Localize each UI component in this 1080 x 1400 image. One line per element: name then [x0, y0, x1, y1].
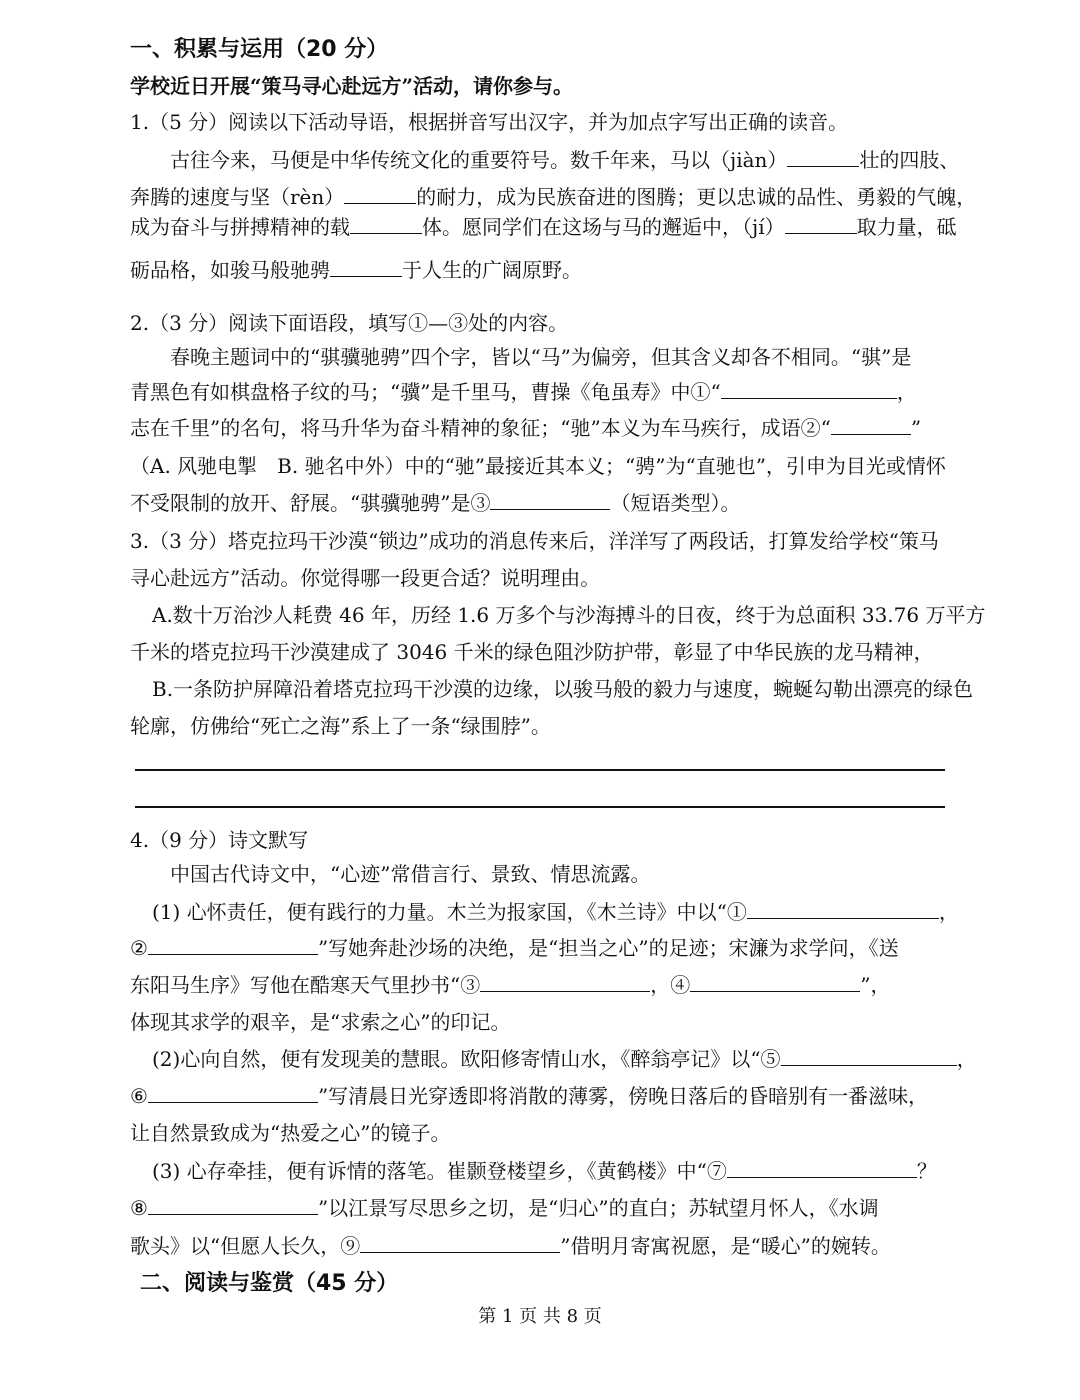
q4-part1-line-1 [152, 898, 959, 926]
q1-text: 体。愿同学们在这场与马的邂逅中，（jí） [422, 215, 785, 239]
section-1-intro: 学校近日开展“策马寻心赴远方”活动，请你参与。 [130, 74, 574, 98]
answer-blank[interactable] [690, 971, 860, 992]
section-1-title: 一、积累与运用（20 分） [130, 37, 389, 62]
q4-text: ”， [860, 973, 891, 997]
q2-text: 不受限制的放开、舒展。“骐骥驰骋”是③ [130, 491, 491, 515]
answer-blank[interactable] [747, 898, 939, 919]
page-number: 第 1 页 共 8 页 [478, 1306, 602, 1327]
q3-option-b-line-2: 轮廓，仿佛给“死亡之海”系上了一条“绿围脖”。 [130, 714, 551, 738]
q1-text: 壮的四肢、 [859, 148, 960, 172]
q2-line-4: （A. 风驰电掣 B. 驰名中外）中的“驰”最接近其本义；“骋”为“直驰也”，引申为目光或情怀 [130, 454, 946, 478]
answer-blank[interactable] [350, 213, 422, 234]
q2-text: 青黑色有如棋盘格子纹的马；“骥”是千里马，曹操《龟虽寿》中①“ [130, 380, 721, 404]
q4-text: ”以江景写尽思乡之切，是“归心”的直白；苏轼望月怀人，《水调 [317, 1196, 879, 1220]
q4-part1-line-3 [130, 971, 950, 999]
q4-text: ， [956, 1047, 977, 1071]
answer-blank[interactable] [344, 183, 416, 204]
q3-title-line-1: 3.（3 分）塔克拉玛干沙漠“锁边”成功的消息传来后，洋洋写了两段话，打算发给学校“策马 [130, 529, 939, 553]
q1-title: 1.（5 分）阅读以下活动导语，根据拼音写出汉字，并为加点字写出正确的读音。 [130, 110, 849, 134]
q4-text: (2)心向自然，便有发现美的慧眼。欧阳修寄情山水，《醉翁亭记》以“⑤ [152, 1047, 781, 1071]
answer-blank[interactable] [360, 1232, 560, 1253]
q3-answer-line[interactable] [135, 806, 945, 808]
q4-text: ”写她奔赴沙场的决绝，是“担当之心”的足迹；宋濂为求学问，《送 [317, 936, 899, 960]
answer-blank[interactable] [148, 1194, 318, 1215]
q2-text: ” [910, 416, 922, 440]
q1-text: 奔腾的速度与坚（rèn） [130, 185, 345, 209]
q3-option-a-line-2: 千米的塔克拉玛干沙漠建成了 3046 千米的绿色阻沙防护带，彰显了中华民族的龙马精神， [130, 640, 934, 664]
answer-blank[interactable] [727, 1157, 917, 1178]
q4-title: 4.（9 分）诗文默写 [130, 828, 309, 852]
q4-part1-line-2 [130, 934, 950, 962]
q1-text: 砺品格，如骏马般驰骋 [130, 258, 330, 282]
answer-blank[interactable] [330, 256, 402, 277]
q2-line-3 [130, 414, 950, 442]
q4-text: ？ [916, 1159, 937, 1183]
answer-blank[interactable] [148, 1082, 318, 1103]
answer-blank[interactable] [781, 1045, 957, 1066]
q3-title-line-2: 寻心赴远方”活动。你觉得哪一段更合适？说明理由。 [130, 566, 601, 590]
q4-part1-line-4: 体现其求学的艰辛，是“求索之心”的印记。 [130, 1010, 511, 1034]
q4-text: 东阳马生序》写他在酷寒天气里抄书“③ [130, 973, 481, 997]
q4-text: (3) 心存牵挂，便有诉情的落笔。崔颢登楼望乡，《黄鹤楼》中“⑦ [152, 1159, 727, 1183]
q4-part2-line-2 [130, 1082, 950, 1110]
answer-blank[interactable] [831, 414, 911, 435]
q4-text: ， [938, 900, 959, 924]
q1-line-1 [170, 146, 960, 174]
q1-text: 于人生的广阔原野。 [402, 258, 582, 282]
q1-text: 成为奋斗与拼搏精神的载 [130, 215, 350, 239]
q4-part3-line-2 [130, 1194, 950, 1222]
q2-text: 志在千里”的名句，将马升华为奋斗精神的象征；“驰”本义为车马疾行，成语②“ [130, 416, 831, 440]
q4-text: ② [130, 936, 148, 960]
q1-line-4 [130, 256, 950, 284]
q2-text: （短语类型）。 [610, 491, 741, 515]
q4-text: ”写清晨日光穿透即将消散的薄雾，傍晚日落后的昏暗别有一番滋味， [317, 1084, 929, 1108]
q1-line-3 [130, 213, 957, 241]
q1-text: 的耐力，成为民族奋进的图腾；更以忠诚的品性、勇毅的气魄， [416, 185, 977, 209]
q1-line-2 [130, 183, 977, 211]
q3-answer-line[interactable] [135, 769, 945, 771]
q4-text: ”借明月寄寓祝愿，是“暖心”的婉转。 [560, 1234, 891, 1258]
answer-blank[interactable] [787, 146, 859, 167]
q1-text: 取力量，砥 [856, 215, 957, 239]
q4-part2-line-1 [152, 1045, 977, 1073]
q4-text: ⑧ [130, 1196, 148, 1220]
answer-blank[interactable] [148, 934, 318, 955]
q2-text: ， [896, 380, 917, 404]
q4-intro: 中国古代诗文中，“心迹”常借言行、景致、情思流露。 [170, 862, 651, 886]
answer-blank[interactable] [721, 378, 897, 399]
q4-text: ，④ [650, 973, 691, 997]
q2-line-1: 春晚主题词中的“骐骥驰骋”四个字，皆以“马”为偏旁，但其含义却各不相同。“骐”是 [170, 345, 912, 369]
answer-blank[interactable] [785, 213, 857, 234]
q4-part3-line-1 [152, 1157, 950, 1185]
q4-text: 歌头》以“但愿人长久，⑨ [130, 1234, 361, 1258]
q2-title: 2.（3 分）阅读下面语段，填写①—③处的内容。 [130, 311, 569, 335]
answer-blank[interactable] [480, 971, 650, 992]
q4-part3-line-3 [130, 1232, 950, 1260]
q2-line-5 [130, 489, 950, 517]
q4-part2-line-3: 让自然景致成为“热爱之心”的镜子。 [130, 1121, 451, 1145]
q3-option-a-line-1: A.数十万治沙人耗费 46 年，历经 1.6 万多个与沙海搏斗的日夜，终于为总面积 33.76 万平方 [152, 603, 986, 627]
q4-text: (1) 心怀责任，便有践行的力量。木兰为报家国，《木兰诗》中以“① [152, 900, 747, 924]
section-2-title: 二、阅读与鉴赏（45 分） [140, 1271, 399, 1296]
q2-line-2 [130, 378, 950, 406]
q3-option-b-line-1: B.一条防护屏障沿着塔克拉玛干沙漠的边缘，以骏马般的毅力与速度，蜿蜒勾勒出漂亮的绿色 [152, 677, 974, 701]
q1-text: 古往今来，马便是中华传统文化的重要符号。数千年来，马以（jiàn） [170, 148, 788, 172]
q4-text: ⑥ [130, 1084, 148, 1108]
answer-blank[interactable] [490, 489, 610, 510]
